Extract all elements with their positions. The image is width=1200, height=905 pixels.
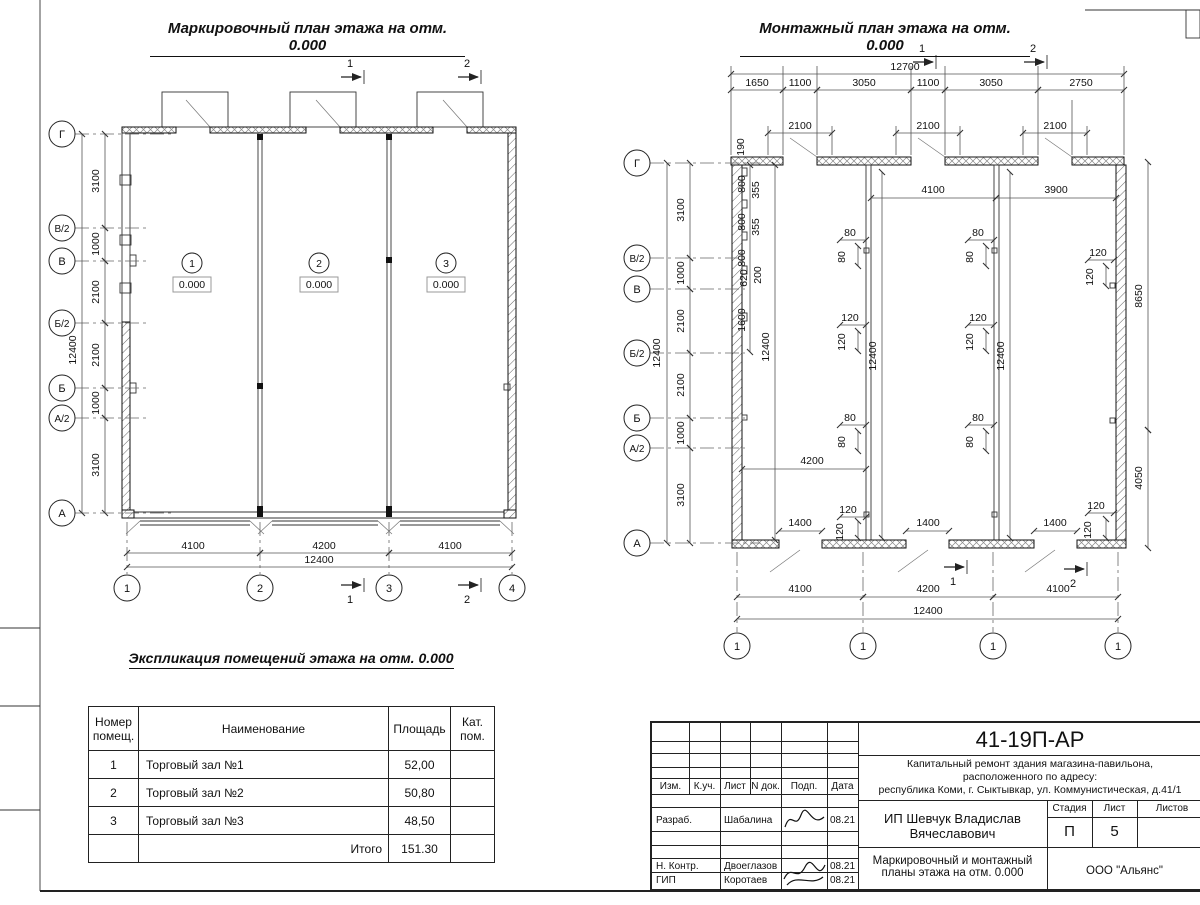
dim-label: 120	[1089, 247, 1107, 259]
dim-label: 3900	[1044, 184, 1068, 196]
right-plan-bottom-dims	[724, 552, 1131, 659]
dim-label: 80	[836, 251, 848, 263]
left-plan-axes	[49, 121, 175, 526]
dim-label: 120	[841, 312, 859, 324]
position-label: 1	[733, 641, 741, 653]
tb-role: Н. Контр.	[656, 861, 699, 872]
tb-col-header: К.уч.	[693, 781, 716, 792]
left-plan	[49, 58, 525, 606]
dim-label: 120	[1087, 500, 1105, 512]
dim-label: 2100	[90, 280, 102, 304]
room-num-cell: 3	[89, 807, 139, 835]
room-name-cell: Торговый зал №2	[139, 779, 389, 807]
signature	[781, 857, 827, 889]
project-description-line: Капитальный ремонт здания магазина-павильона,	[907, 758, 1153, 770]
dim-label: 4200	[800, 455, 824, 467]
position-label: 1	[859, 641, 867, 653]
dim-total-label: 12400	[867, 341, 879, 371]
dim-label: 190	[735, 138, 747, 156]
dim-label: 80	[972, 227, 984, 239]
axis-label: А	[58, 508, 66, 520]
sheet-number: 5	[1110, 823, 1119, 840]
dim-label: 120	[1084, 268, 1096, 286]
dim-label: 200	[752, 266, 764, 284]
level-label: 0.000	[432, 279, 460, 291]
dim-total-label: 12400	[995, 341, 1007, 371]
right-plan-title: Монтажный план этажа на отм. 0.000	[740, 20, 1030, 57]
company-name: ООО "Альянс"	[1086, 865, 1163, 877]
project-description-line: расположенного по адресу:	[962, 771, 1098, 783]
dim-label: 4050	[1133, 466, 1145, 490]
axis-label: А/2	[54, 414, 70, 425]
empty-cell	[89, 835, 139, 863]
room-number: 3	[443, 258, 449, 270]
left-plan-porches	[126, 521, 514, 534]
dim-label: 800	[736, 175, 748, 193]
left-plan-walls	[120, 127, 516, 518]
sheets-header: Листов	[1155, 803, 1189, 814]
tb-col-header: Лист	[724, 781, 746, 792]
dim-label: 3100	[675, 198, 687, 222]
dim-label: 355	[750, 181, 762, 199]
dim-label: 1000	[90, 391, 102, 415]
explication-table	[88, 706, 495, 863]
dim-label: 3050	[979, 77, 1003, 89]
dim-label: 120	[964, 333, 976, 351]
frame-format-box	[1186, 10, 1200, 38]
left-plan-section-marks	[341, 58, 481, 606]
tb-date: 08.21	[829, 875, 856, 886]
table-row	[89, 807, 495, 835]
explication-title: Экспликация помещений этажа на отм. 0.000	[106, 650, 476, 669]
section-label: 2	[463, 58, 471, 70]
tb-name: Шабалина	[724, 815, 773, 826]
total-label-cell: Итого	[139, 835, 389, 863]
dim-label: 3100	[90, 453, 102, 477]
level-label: 0.000	[178, 279, 206, 291]
room-cat-cell	[451, 779, 495, 807]
dim-label: 4200	[916, 583, 940, 595]
tb-role: Разраб.	[656, 815, 693, 826]
section-label: 1	[949, 576, 957, 588]
axis-label: В	[633, 284, 641, 296]
opening-dim-label: 2100	[1043, 120, 1067, 132]
title-block	[650, 721, 1200, 891]
column-label: 3	[385, 583, 393, 595]
table-row	[89, 751, 495, 779]
opening-dim-label: 2100	[916, 120, 940, 132]
room-num-cell: 1	[89, 751, 139, 779]
axis-label: Б/2	[629, 349, 645, 360]
dim-label: 4100	[921, 184, 945, 196]
dim-label: 800	[736, 213, 748, 231]
dim-label: 80	[964, 436, 976, 448]
section-label: 2	[1069, 578, 1077, 590]
signature	[781, 807, 827, 833]
dim-label: 120	[969, 312, 987, 324]
right-plan-top-dims	[731, 61, 1124, 157]
dim-label: 8650	[1133, 284, 1145, 308]
axis-label: А/2	[629, 444, 645, 455]
room-area-cell: 50,80	[389, 779, 451, 807]
level-label: 0.000	[305, 279, 333, 291]
client-name: ИП Шевчук Владислав Вячеславович	[884, 811, 1021, 841]
right-plan	[624, 43, 1148, 659]
dim-label: 80	[844, 227, 856, 239]
tb-role: ГИП	[656, 875, 676, 886]
dim-label: 1000	[675, 421, 687, 445]
dim-label: 2100	[675, 373, 687, 397]
dim-label: 2100	[675, 309, 687, 333]
room-name-cell: Торговый зал №1	[139, 751, 389, 779]
dim-label: 80	[964, 251, 976, 263]
dim-label: 1000	[90, 232, 102, 256]
dim-label: 80	[836, 436, 848, 448]
dim-label: 1400	[788, 517, 812, 529]
axis-label: Б	[58, 383, 66, 395]
dim-total-label: 12400	[651, 338, 663, 368]
tb-col-header: N док.	[751, 781, 780, 792]
tb-col-header: Изм.	[659, 781, 682, 792]
stage-header: Стадия	[1052, 803, 1087, 814]
col-header: Номер помещ.	[89, 707, 139, 751]
left-plan-canopies	[162, 92, 483, 127]
axis-label: Б/2	[54, 319, 70, 330]
right-plan-span-dims	[742, 162, 1148, 548]
dim-label: 80	[972, 412, 984, 424]
dim-label: 3100	[675, 483, 687, 507]
dim-total-label: 12400	[760, 332, 772, 362]
left-plan-bottom-dims	[114, 522, 525, 601]
dim-label: 355	[750, 218, 762, 236]
total-area-cell: 151.30	[389, 835, 451, 863]
dim-label: 620	[738, 269, 750, 287]
section-label: 1	[918, 43, 926, 55]
dim-label: 4100	[788, 583, 812, 595]
dim-label: 1650	[745, 77, 769, 89]
room-area-cell: 52,00	[389, 751, 451, 779]
dim-label: 4100	[1046, 583, 1070, 595]
dim-label: 3050	[852, 77, 876, 89]
dim-label: 120	[836, 333, 848, 351]
table-row	[89, 779, 495, 807]
tb-col-header: Подп.	[790, 781, 818, 792]
empty-cell	[451, 835, 495, 863]
axis-label: В/2	[629, 254, 645, 265]
dim-label: 1400	[1043, 517, 1067, 529]
room-number: 1	[189, 258, 195, 270]
left-plan-title: Маркировочный план этажа на отм. 0.000	[150, 20, 465, 57]
dim-label: 1100	[916, 77, 940, 89]
position-label: 1	[989, 641, 997, 653]
column-label: 1	[123, 583, 131, 595]
dim-total-label: 12400	[67, 335, 79, 365]
axis-label: В/2	[54, 224, 70, 235]
room-cat-cell	[451, 807, 495, 835]
col-header: Кат. пом.	[451, 707, 495, 751]
project-description-line: республика Коми, г. Сыктывкар, ул. Коммунистическая, д.41/1	[878, 784, 1182, 796]
dim-label: 4100	[181, 540, 205, 552]
axis-label: Б	[633, 413, 641, 425]
dim-label: 120	[1082, 521, 1094, 539]
dim-label: 1100	[788, 77, 812, 89]
dim-total-label: 12400	[304, 554, 334, 566]
tb-name: Двоеглазов	[724, 861, 778, 872]
dim-total-label: 12700	[890, 61, 920, 73]
tb-date: 08.21	[829, 815, 856, 826]
dim-label: 2750	[1069, 77, 1093, 89]
col-header: Наименование	[139, 707, 389, 751]
tb-date: 08.21	[829, 861, 856, 872]
room-num-cell: 2	[89, 779, 139, 807]
room-name-cell: Торговый зал №3	[139, 807, 389, 835]
section-label: 1	[346, 58, 354, 70]
table-total-row	[89, 835, 495, 863]
opening-dim-label: 2100	[788, 120, 812, 132]
tb-col-header: Дата	[831, 781, 854, 792]
doc-code: 41-19П-АР	[975, 727, 1085, 752]
dim-label: 4100	[438, 540, 462, 552]
col-header: Площадь	[389, 707, 451, 751]
dim-label: 3100	[90, 169, 102, 193]
right-plan-walls	[731, 157, 1126, 572]
dim-total-label: 12400	[913, 605, 943, 617]
position-label: 1	[1114, 641, 1122, 653]
axis-label: А	[633, 538, 641, 550]
dim-label: 800	[736, 249, 748, 267]
stage-value: П	[1064, 823, 1075, 840]
column-label: 2	[256, 583, 264, 595]
dim-label: 120	[834, 523, 846, 541]
sheet-title: Маркировочный и монтажный планы этажа на отм. 0.000	[872, 855, 1033, 879]
section-label: 2	[1029, 43, 1037, 55]
tb-name: Коротаев	[724, 875, 768, 886]
room-cat-cell	[451, 751, 495, 779]
dim-label: 1600	[736, 308, 748, 332]
room-area-cell: 48,50	[389, 807, 451, 835]
section-label: 2	[463, 594, 471, 606]
dim-label: 120	[839, 504, 857, 516]
left-plan-rooms	[173, 253, 465, 292]
dim-label: 80	[844, 412, 856, 424]
dim-label: 1000	[675, 261, 687, 285]
axis-label: В	[58, 256, 66, 268]
sheet-header: Лист	[1103, 803, 1126, 814]
room-number: 2	[316, 258, 322, 270]
axis-label: Г	[59, 129, 65, 141]
section-label: 1	[346, 594, 354, 606]
right-plan-stud-dims	[834, 227, 1114, 541]
dim-label: 1400	[916, 517, 940, 529]
dim-label: 2100	[90, 343, 102, 367]
dim-label: 4200	[312, 540, 336, 552]
axis-label: Г	[634, 158, 640, 170]
column-label: 4	[508, 583, 516, 595]
table-header-row	[89, 707, 495, 751]
